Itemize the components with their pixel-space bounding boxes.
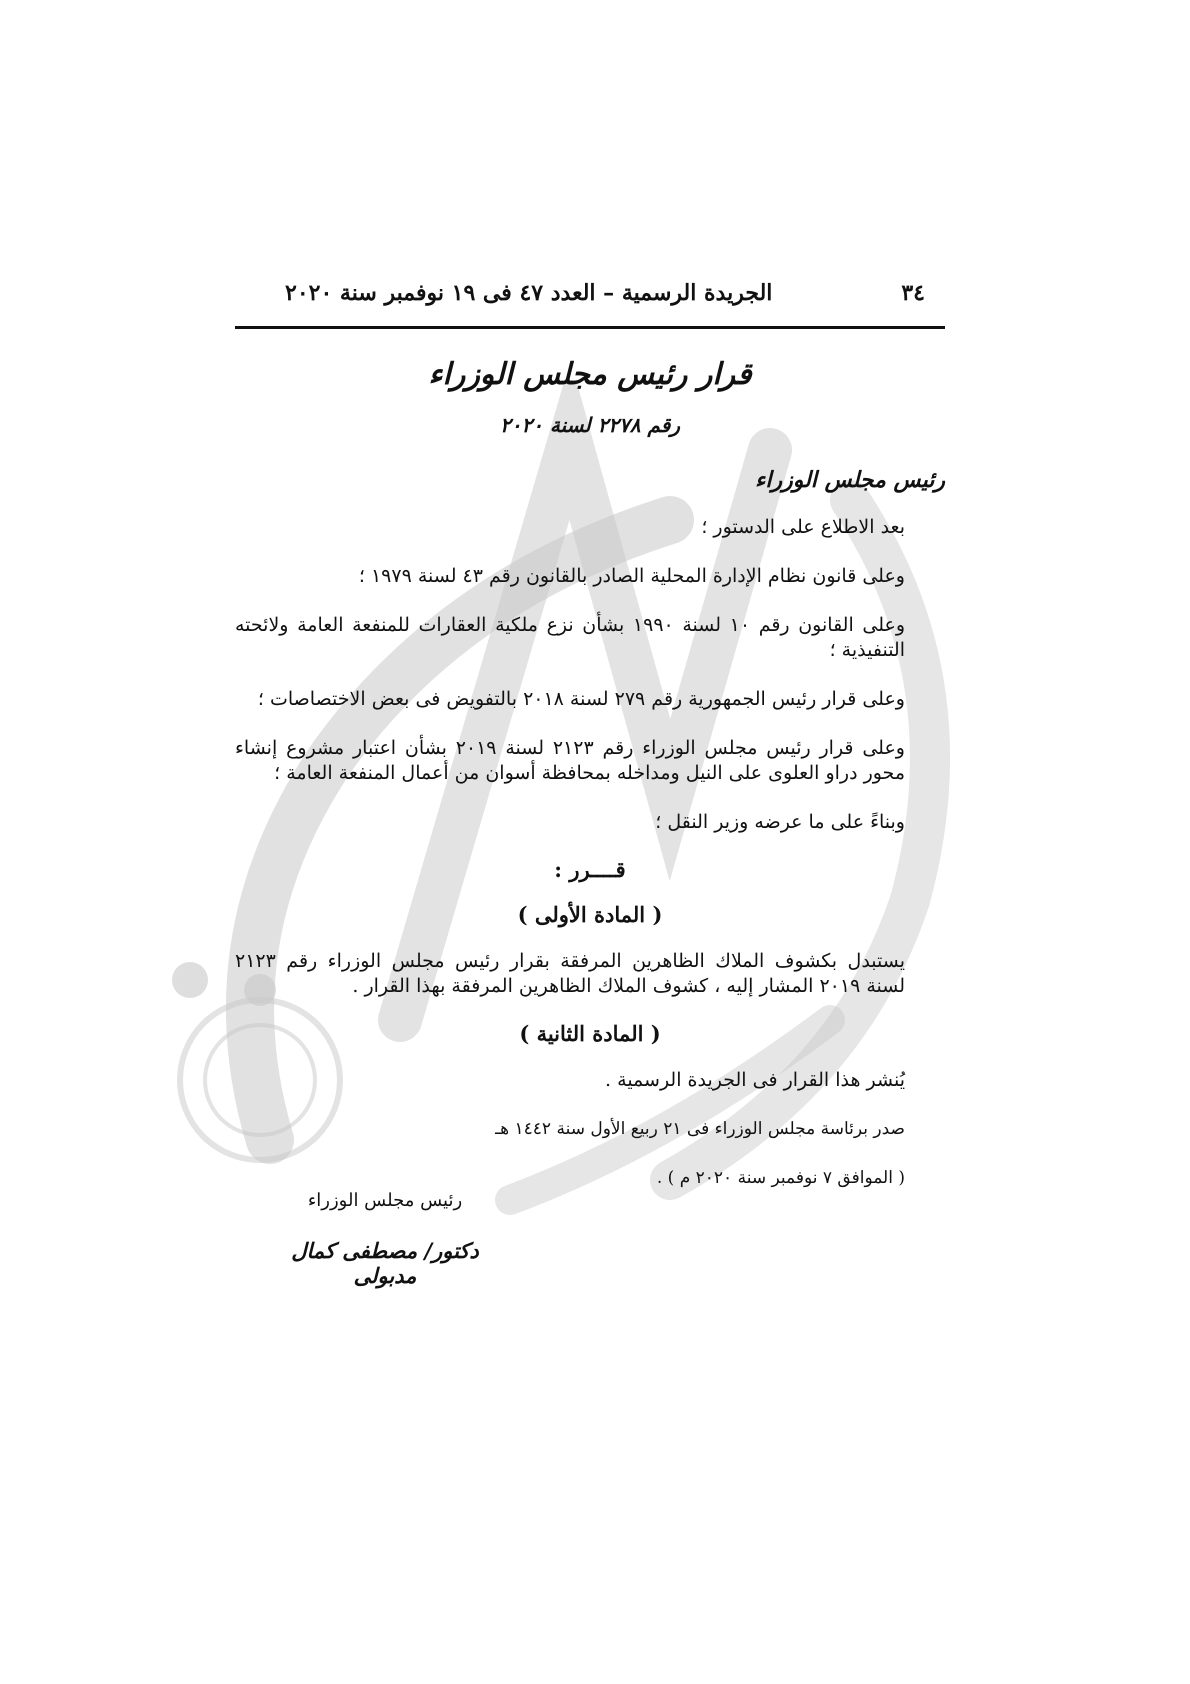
decision-issuer: رئيس مجلس الوزراء xyxy=(755,467,945,493)
preamble-line: وبناءً على ما عرضه وزير النقل ؛ xyxy=(655,811,905,833)
preamble-line: بعد الاطلاع على الدستور ؛ xyxy=(701,516,905,538)
article-heading: ( المادة الثانية ) xyxy=(519,1021,661,1046)
article-heading: ( المادة الأولى ) xyxy=(517,902,663,927)
page-number: ٣٤ xyxy=(901,280,925,306)
decided-label: قــــرر : xyxy=(554,857,626,882)
preamble-line: وعلى قانون نظام الإدارة المحلية الصادر بالقانون رقم ٤٣ لسنة ١٩٧٩ ؛ xyxy=(358,565,905,587)
decision-title: قرار رئيس مجلس الوزراء xyxy=(428,357,752,392)
issued-date-hijri: صدر برئاسة مجلس الوزراء فى ٢١ ربيع الأول سنة ١٤٤٢ هـ xyxy=(495,1119,905,1139)
signature-title: رئيس مجلس الوزراء xyxy=(307,1190,463,1211)
issued-date-gregorian: ( الموافق ٧ نوفمبر سنة ٢٠٢٠ م ) . xyxy=(656,1168,905,1188)
decision-number: رقم ٢٢٧٨ لسنة ٢٠٢٠ xyxy=(499,413,681,437)
header-divider xyxy=(235,326,945,329)
signature-name: دكتور/ مصطفى كمال مدبولى xyxy=(291,1238,479,1288)
article-text: يستبدل بكشوف الملاك الظاهرين المرفقة بقرار رئيس مجلس الوزراء رقم ٢١٢٣ لسنة ٢٠١٩ المشار إليه ، كشوف الملاك الظاهرين المرفقة بهذا القرار . xyxy=(235,950,905,997)
page-header xyxy=(235,280,945,320)
preamble-line: وعلى قرار رئيس مجلس الوزراء رقم ٢١٢٣ لسنة ٢٠١٩ بشأن اعتبار مشروع إنشاء محور دراو العلوى على النيل ومداخله بمحافظة أسوان من أعمال المنفعة العامة ؛ xyxy=(235,737,905,784)
gazette-issue: الجريدة الرسمية – العدد ٤٧ فى ١٩ نوفمبر سنة ٢٠٢٠ xyxy=(285,280,773,306)
preamble-line: وعلى قرار رئيس الجمهورية رقم ٢٧٩ لسنة ٢٠١٨ بالتفويض فى بعض الاختصاصات ؛ xyxy=(257,688,905,710)
document-content xyxy=(235,280,945,1203)
article-text: يُنشر هذا القرار فى الجريدة الرسمية . xyxy=(605,1069,905,1091)
preamble-line: وعلى القانون رقم ١٠ لسنة ١٩٩٠ بشأن نزع ملكية العقارات للمنفعة العامة ولائحته التنفيذية ؛ xyxy=(235,614,906,661)
